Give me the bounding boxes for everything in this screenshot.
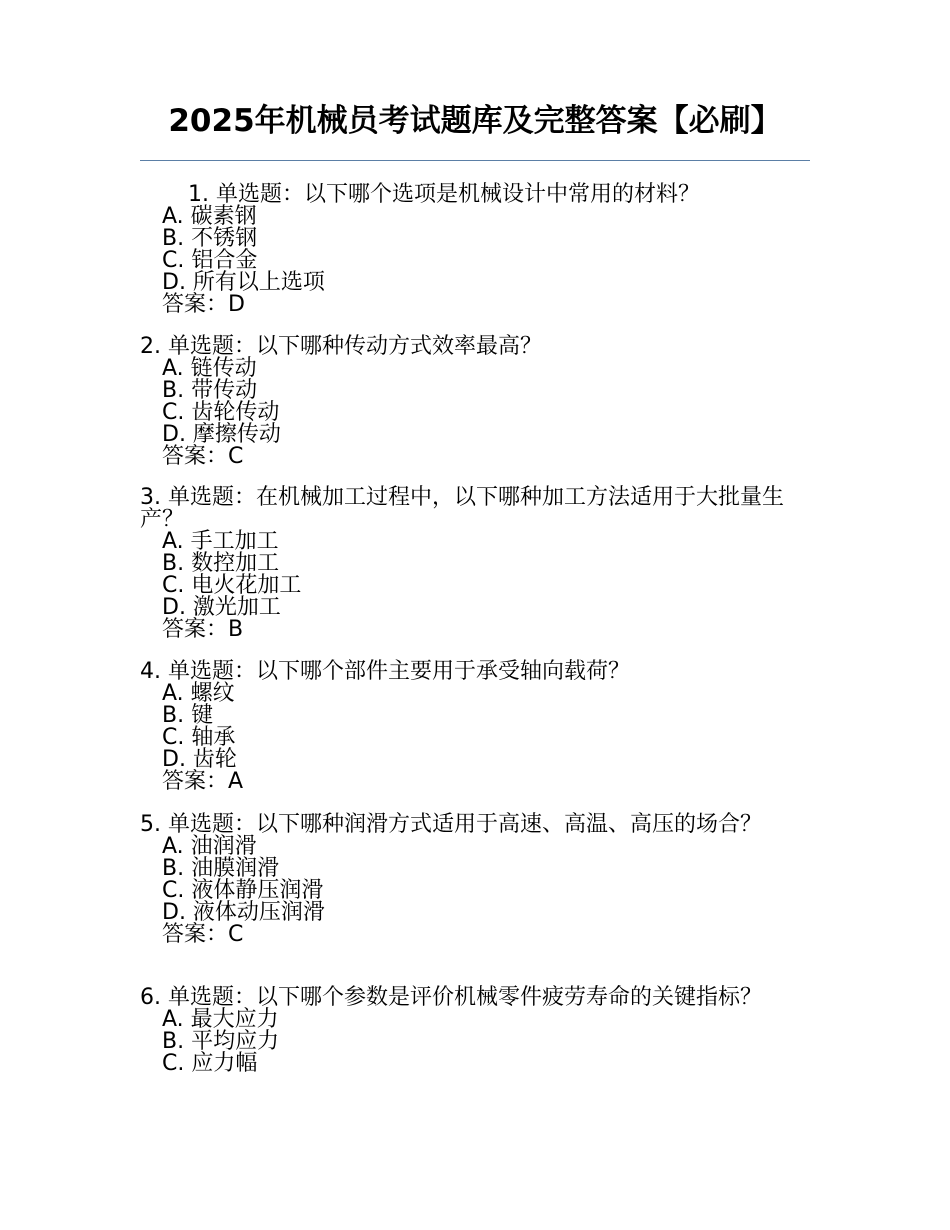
question-5 xyxy=(140,814,810,946)
option-b: B. 数控加工 xyxy=(162,551,280,576)
question-stem: 3. 单选题：在机械加工过程中，以下哪种加工方法适用于大批量生产？ xyxy=(140,485,784,532)
answer: 答案：B xyxy=(162,617,244,642)
question-options xyxy=(140,531,810,641)
question-stem: 4. 单选题：以下哪个部件主要用于承受轴向载荷？ xyxy=(140,659,630,684)
option-b: B. 平均应力 xyxy=(162,1029,280,1054)
title-underline xyxy=(140,160,810,161)
option-a: A. 油润滑 xyxy=(162,834,257,859)
question-options xyxy=(140,358,810,468)
option-d: D. 所有以上选项 xyxy=(162,270,325,295)
option-b: B. 油膜润滑 xyxy=(162,856,280,881)
question-options xyxy=(140,206,810,316)
answer: 答案：C xyxy=(162,922,244,947)
option-a: A. 最大应力 xyxy=(162,1007,279,1032)
option-c: C. 电火花加工 xyxy=(162,573,302,598)
option-d: D. 液体动压润滑 xyxy=(162,900,325,925)
option-d: D. 齿轮 xyxy=(162,747,237,772)
option-c: C. 铝合金 xyxy=(162,248,258,273)
question-stem: 2. 单选题：以下哪种传动方式效率最高？ xyxy=(140,334,542,359)
question-6 xyxy=(140,987,810,1075)
question-options xyxy=(140,683,810,793)
answer: 答案：A xyxy=(162,769,244,794)
option-a: A. 螺纹 xyxy=(162,681,235,706)
question-options xyxy=(140,1009,810,1075)
option-c: C. 轴承 xyxy=(162,725,236,750)
option-b: B. 键 xyxy=(162,703,214,728)
answer: 答案：C xyxy=(162,444,244,469)
option-b: B. 带传动 xyxy=(162,378,258,403)
question-2 xyxy=(140,336,810,468)
option-a: A. 链传动 xyxy=(162,356,257,381)
question-stem: 5. 单选题：以下哪种润滑方式适用于高速、高温、高压的场合？ xyxy=(140,812,762,837)
option-a: A. 手工加工 xyxy=(162,529,279,554)
question-stem: 6. 单选题：以下哪个参数是评价机械零件疲劳寿命的关键指标？ xyxy=(140,985,762,1010)
option-d: D. 激光加工 xyxy=(162,595,281,620)
question-4 xyxy=(140,661,810,793)
question-stem: 1. 单选题：以下哪个选项是机械设计中常用的材料？ xyxy=(188,182,700,207)
option-a: A. 碳素钢 xyxy=(162,204,257,229)
option-c: C. 液体静压润滑 xyxy=(162,878,324,903)
option-d: D. 摩擦传动 xyxy=(162,422,281,447)
question-3 xyxy=(140,487,810,641)
document-title: 2025年机械员考试题库及完整答案【必刷】 xyxy=(168,103,782,139)
answer: 答案：D xyxy=(162,292,245,317)
option-c: C. 应力幅 xyxy=(162,1051,258,1076)
question-options xyxy=(140,836,810,946)
option-b: B. 不锈钢 xyxy=(162,226,258,251)
option-c: C. 齿轮传动 xyxy=(162,400,280,425)
question-1 xyxy=(140,184,810,316)
